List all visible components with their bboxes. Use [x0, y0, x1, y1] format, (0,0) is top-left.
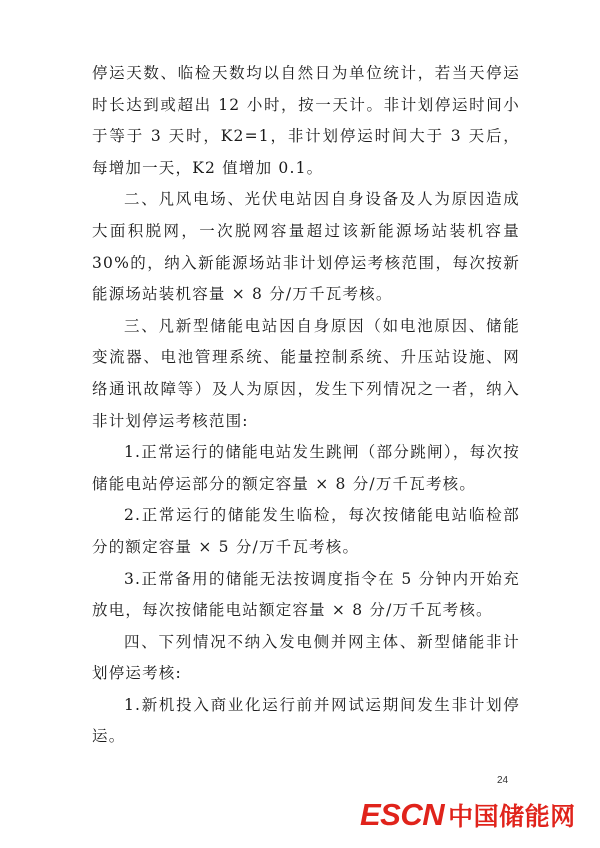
body-text: [92, 58, 520, 753]
watermark-chinese-text: 中国储能网: [448, 803, 576, 831]
paragraph: 1.正常运行的储能电站发生跳闸（部分跳闸），每次按储能电站停运部分的额定容量 × 8 分/万千瓦考核。: [92, 443, 520, 493]
paragraph: 三、凡新型储能电站因自身原因（如电池原因、储能变流器、电池管理系统、能量控制系统、升压站设施、网络通讯故障等）及人为原因，发生下列情况之一者，纳入非计划停运考核范围:: [92, 316, 520, 430]
paragraph: 3.正常备用的储能无法按调度指令在 5 分钟内开始充放电，每次按储能电站额定容量 × 8 分/万千瓦考核。: [92, 569, 520, 620]
paragraph: 1.新机投入商业化运行前并网试运期间发生非计划停运。: [92, 695, 520, 746]
paragraph: 停运天数、临检天数均以自然日为单位统计，若当天停运时长达到或超出 12 小时，按一天计。非计划停运时间小于等于 3 天时，K2=1，非计划停运时间大于 3 天后，每增加一天，K2 值增加 0.1。: [92, 64, 520, 177]
watermark-latin-text: ESCN: [360, 797, 445, 832]
escn-watermark-logo: [360, 795, 576, 835]
paragraph: 二、凡风电场、光伏电站因自身设备及人为原因造成大面积脱网，一次脱网容量超过该新能源场站装机容量 30%的，纳入新能源场站非计划停运考核范围，每次按新能源场站装机容量 × 8 分/万千瓦考核。: [92, 190, 520, 304]
page-number: 24: [497, 775, 509, 786]
paragraph: 四、下列情况不纳入发电侧并网主体、新型储能非计划停运考核:: [92, 632, 520, 683]
paragraph: 2.正常运行的储能发生临检，每次按储能电站临检部分的额定容量 × 5 分/万千瓦考核。: [92, 506, 520, 556]
